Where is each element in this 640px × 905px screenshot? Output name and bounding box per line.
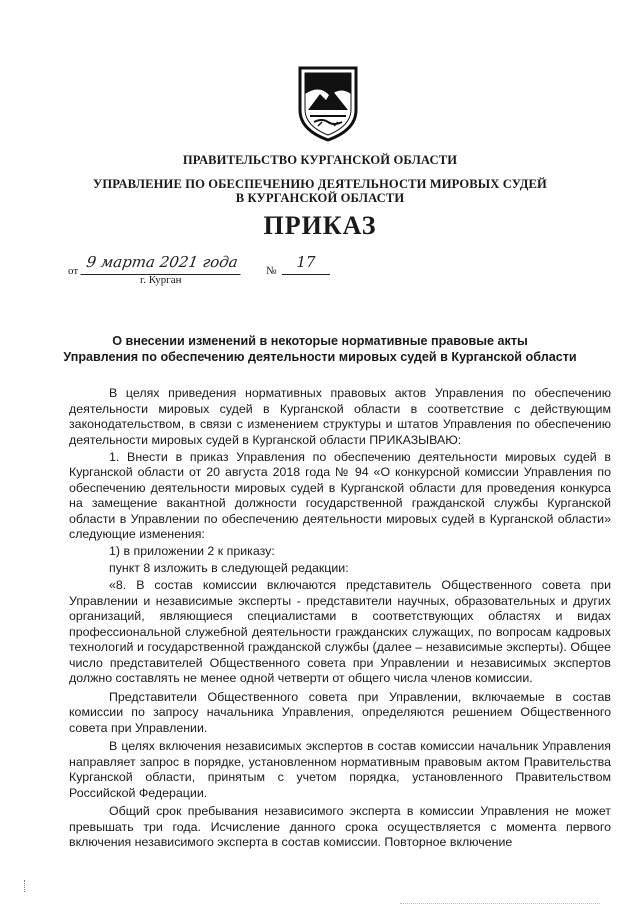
order-number-handwritten: 17	[282, 252, 330, 275]
subject-line1: О внесении изменений в некоторые нормативные правовые акты	[112, 334, 528, 348]
coat-of-arms-icon	[296, 64, 360, 142]
scan-mark	[24, 880, 27, 892]
department-name-line1: УПРАВЛЕНИЕ ПО ОБЕСПЕЧЕНИЮ ДЕЯТЕЛЬНОСТИ МИРОВЫХ СУДЕЙ	[93, 177, 547, 191]
scan-mark	[400, 903, 600, 904]
department-name-line2: В КУРГАНСКОЙ ОБЛАСТИ	[235, 191, 405, 205]
body-paragraph: Общий срок пребывания независимого эксперта в комиссии Управления не может превышать три года. Исчисление данного срока осуществляется с момента первого включения независимого эксперта в состав комиссии. Повторное включение	[69, 804, 611, 849]
order-body	[69, 386, 611, 852]
document-title: ПРИКАЗ	[263, 211, 377, 240]
city: г. Курган	[140, 274, 182, 286]
body-paragraph: пункт 8 изложить в следующей редакции:	[109, 561, 349, 575]
body-paragraph: Представители Общественного совета при Управлении, включаемые в состав комиссии по запросу начальника Управления, определяются решением Общественного совета при Управлении.	[69, 689, 611, 735]
order-subject	[40, 333, 600, 365]
subject-line2: Управления по обеспечению деятельности мировых судей в Курганской области	[63, 350, 577, 364]
number-label: №	[266, 265, 277, 277]
body-paragraph: В целях включения независимых экспертов в состав комиссии начальник Управления направляет запрос в порядке, установленном нормативным правовым актом Правительства Курганской области, принятым с учетом порядка, установленного Правительством Российской Федерации.	[69, 739, 611, 800]
body-paragraph: В целях приведения нормативных правовых актов Управления по обеспечению деятельности мировых судей в Курганской области в соответствие с действующим законодательством, в связи с изменением структуры и штатов Управления по обеспечению деятельности мировых судей в Курганской области ПРИКАЗЫВАЮ:	[69, 386, 611, 447]
body-paragraph: 1. Внести в приказ Управления по обеспечению деятельности мировых судей в Курганской области от 20 августа 2018 года № 94 «О конкурсной комиссии Управления по обеспечению деятельности мировых судей в Курганской области для проведения конкурса на замещение вакантной должности государственной гражданской службы Курганской области в Управлении по обеспечению деятельности мировых судей в Курганской области» следующие изменения:	[69, 449, 611, 541]
order-dateline	[68, 252, 368, 282]
body-paragraph: 1) в приложении 2 к приказу:	[109, 544, 275, 558]
body-paragraph: «8. В состав комиссии включаются представитель Общественного совета при Управлении и независимые эксперты - представители научных, образовательных и других организаций, являющиеся специалистами в соответствующих областях и видах профессиональной служебной деятельности гражданских служащих, по вопросам кадровых технологий и государственной гражданской службы (далее – независимые эксперты). Общее число представителей Общественного совета при Управлении и независимых экспертов должно составлять не менее одной четверти от общего числа членов комиссии.	[69, 578, 611, 685]
from-label: от	[68, 265, 79, 277]
government-name: ПРАВИТЕЛЬСТВО КУРГАНСКОЙ ОБЛАСТИ	[182, 153, 458, 167]
order-date-handwritten: 9 марта 2021 года	[80, 252, 243, 275]
